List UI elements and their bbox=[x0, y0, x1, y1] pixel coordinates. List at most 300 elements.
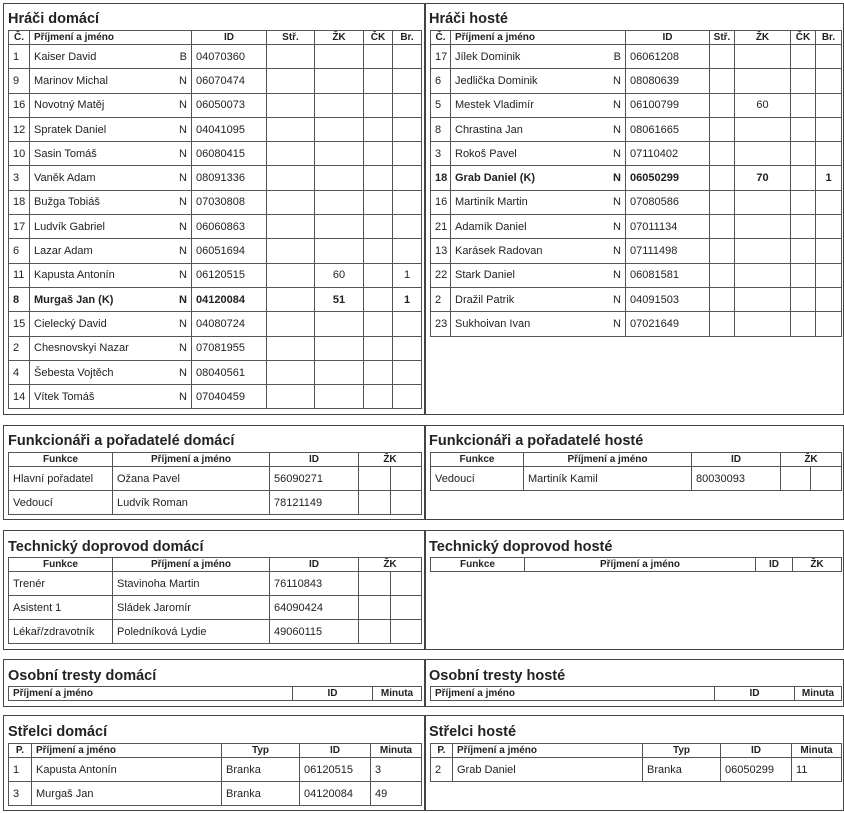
player-name-cell bbox=[30, 239, 192, 263]
player-zk bbox=[735, 190, 791, 214]
player-id: 08061665 bbox=[626, 117, 710, 141]
player-name-cell bbox=[451, 239, 626, 263]
player-br bbox=[393, 142, 422, 166]
player-id: 08091336 bbox=[192, 166, 267, 190]
scorer-id: 04120084 bbox=[300, 782, 371, 806]
player-name: Chrastina Jan bbox=[455, 123, 523, 136]
players-away-table bbox=[430, 30, 842, 337]
player-zk bbox=[735, 45, 791, 69]
zk-extra-cell bbox=[391, 620, 422, 644]
player-number: 13 bbox=[431, 239, 451, 263]
scorer-minute: 11 bbox=[792, 758, 842, 782]
player-id: 06081581 bbox=[626, 263, 710, 287]
player-name-cell bbox=[30, 45, 192, 69]
player-zk bbox=[735, 117, 791, 141]
player-name: Murgaš Jan (K) bbox=[34, 293, 114, 306]
table-row bbox=[9, 166, 422, 190]
player-br bbox=[816, 239, 842, 263]
player-ck bbox=[364, 215, 393, 239]
player-str bbox=[710, 45, 735, 69]
player-id: 06100799 bbox=[626, 93, 710, 117]
table-row bbox=[9, 142, 422, 166]
player-number: 17 bbox=[9, 215, 30, 239]
player-id: 07111498 bbox=[626, 239, 710, 263]
player-id: 04091503 bbox=[626, 287, 710, 311]
table-row bbox=[431, 312, 842, 336]
player-flag: N bbox=[613, 74, 621, 87]
player-br bbox=[393, 360, 422, 384]
col-header-id: ID bbox=[270, 453, 359, 467]
player-ck bbox=[364, 385, 393, 409]
player-ck bbox=[791, 166, 816, 190]
player-flag: N bbox=[179, 317, 187, 330]
player-ck bbox=[364, 69, 393, 93]
table-row bbox=[9, 45, 422, 69]
col-header-zk: ŽK bbox=[315, 31, 364, 45]
player-id: 07030808 bbox=[192, 190, 267, 214]
player-zk bbox=[735, 263, 791, 287]
name-cell: Ludvík Roman bbox=[113, 491, 270, 515]
player-name-cell bbox=[451, 117, 626, 141]
player-br bbox=[816, 312, 842, 336]
officials-away-table bbox=[430, 452, 842, 491]
player-str bbox=[710, 190, 735, 214]
player-br bbox=[393, 312, 422, 336]
player-str bbox=[710, 312, 735, 336]
player-ck bbox=[364, 287, 393, 311]
player-br bbox=[816, 263, 842, 287]
player-number: 11 bbox=[9, 263, 30, 287]
player-name-cell bbox=[451, 263, 626, 287]
penalties-away-title: Osobní tresty hosté bbox=[429, 668, 566, 684]
scorer-id: 06050299 bbox=[721, 758, 792, 782]
col-header-ck: ČK bbox=[791, 31, 816, 45]
player-zk: 60 bbox=[315, 263, 364, 287]
name-cell: Poledníková Lydie bbox=[113, 620, 270, 644]
player-br bbox=[816, 93, 842, 117]
scorer-id: 06120515 bbox=[300, 758, 371, 782]
player-name: Chesnovskyi Nazar bbox=[34, 342, 129, 355]
player-name-cell bbox=[451, 215, 626, 239]
player-ck bbox=[364, 263, 393, 287]
col-header-zk: ŽK bbox=[359, 558, 422, 572]
table-row bbox=[431, 69, 842, 93]
col-header-id: ID bbox=[721, 744, 792, 758]
player-name-cell bbox=[30, 360, 192, 384]
role-cell: Vedoucí bbox=[431, 467, 524, 491]
scorers-away-title: Střelci hosté bbox=[429, 724, 517, 740]
scorer-minute: 3 bbox=[371, 758, 422, 782]
col-header-id: ID bbox=[270, 558, 359, 572]
table-row bbox=[9, 596, 422, 620]
player-number: 9 bbox=[9, 69, 30, 93]
table-row bbox=[431, 287, 842, 311]
player-name: Vaněk Adam bbox=[34, 172, 96, 185]
id-cell: 78121149 bbox=[270, 491, 359, 515]
player-br bbox=[816, 69, 842, 93]
table-row bbox=[9, 491, 422, 515]
player-flag: N bbox=[179, 196, 187, 209]
officials-away-title: Funkcionáři a pořadatelé hosté bbox=[429, 433, 644, 449]
player-zk: 51 bbox=[315, 287, 364, 311]
scorers-home-table bbox=[8, 743, 422, 806]
col-header-zk: ŽK bbox=[735, 31, 791, 45]
col-header-zk: ŽK bbox=[793, 558, 842, 572]
player-number: 1 bbox=[9, 45, 30, 69]
penalties-home-table bbox=[8, 686, 422, 701]
table-row bbox=[9, 758, 422, 782]
player-name-cell bbox=[30, 336, 192, 360]
id-cell: 80030093 bbox=[692, 467, 781, 491]
player-name-cell bbox=[451, 312, 626, 336]
col-header-role: Funkce bbox=[9, 453, 113, 467]
scorers-home-title: Střelci domácí bbox=[8, 724, 108, 740]
player-id: 06050299 bbox=[626, 166, 710, 190]
player-str bbox=[710, 142, 735, 166]
player-id: 04080724 bbox=[192, 312, 267, 336]
table-row bbox=[9, 312, 422, 336]
player-str bbox=[710, 93, 735, 117]
player-flag: N bbox=[179, 245, 187, 258]
player-id: 07080586 bbox=[626, 190, 710, 214]
id-cell: 56090271 bbox=[270, 467, 359, 491]
player-name: Marinov Michal bbox=[34, 74, 108, 87]
scorer-p: 1 bbox=[9, 758, 32, 782]
player-str bbox=[267, 263, 315, 287]
player-str bbox=[267, 287, 315, 311]
player-zk bbox=[735, 215, 791, 239]
col-header-name: Příjmení a jméno bbox=[30, 31, 192, 45]
player-flag: N bbox=[179, 366, 187, 379]
col-header-no: Č. bbox=[431, 31, 451, 45]
table-row bbox=[9, 239, 422, 263]
col-header-minute: Minuta bbox=[795, 687, 842, 701]
col-header-name: Příjmení a jméno bbox=[113, 558, 270, 572]
player-zk bbox=[315, 190, 364, 214]
player-br: 1 bbox=[393, 263, 422, 287]
player-ck bbox=[364, 360, 393, 384]
player-str bbox=[267, 312, 315, 336]
scorer-p: 2 bbox=[431, 758, 453, 782]
col-header-name: Příjmení a jméno bbox=[431, 687, 715, 701]
player-name: Spratek Daniel bbox=[34, 123, 107, 136]
player-number: 3 bbox=[9, 166, 30, 190]
table-row bbox=[431, 467, 842, 491]
table-row bbox=[9, 287, 422, 311]
player-str bbox=[710, 239, 735, 263]
player-br bbox=[816, 215, 842, 239]
player-zk bbox=[315, 45, 364, 69]
player-flag: N bbox=[613, 196, 621, 209]
table-row bbox=[9, 782, 422, 806]
player-number: 16 bbox=[431, 190, 451, 214]
player-name: Kaiser David bbox=[34, 50, 97, 63]
table-row bbox=[431, 45, 842, 69]
player-ck bbox=[791, 142, 816, 166]
player-ck bbox=[364, 190, 393, 214]
player-zk bbox=[315, 385, 364, 409]
player-str bbox=[267, 93, 315, 117]
player-name-cell bbox=[30, 69, 192, 93]
player-flag: N bbox=[179, 220, 187, 233]
player-str bbox=[710, 287, 735, 311]
player-ck bbox=[364, 117, 393, 141]
col-header-id: ID bbox=[626, 31, 710, 45]
tech-away-table bbox=[430, 557, 842, 572]
col-header-p: P. bbox=[431, 744, 453, 758]
player-name: Šebesta Vojtěch bbox=[34, 366, 114, 379]
col-header-id: ID bbox=[756, 558, 793, 572]
player-zk bbox=[315, 312, 364, 336]
player-zk bbox=[315, 93, 364, 117]
player-name-cell bbox=[451, 69, 626, 93]
col-header-type: Typ bbox=[222, 744, 300, 758]
player-br bbox=[393, 215, 422, 239]
tech-home-title: Technický doprovod domácí bbox=[8, 539, 204, 555]
player-zk bbox=[315, 166, 364, 190]
players-home-title: Hráči domácí bbox=[8, 11, 100, 27]
col-header-name: Příjmení a jméno bbox=[451, 31, 626, 45]
scorer-type: Branka bbox=[222, 758, 300, 782]
table-row bbox=[9, 69, 422, 93]
table-row bbox=[431, 190, 842, 214]
player-name: Bužga Tobiáš bbox=[34, 196, 100, 209]
player-zk bbox=[315, 360, 364, 384]
player-id: 07011134 bbox=[626, 215, 710, 239]
col-header-id: ID bbox=[300, 744, 371, 758]
player-id: 04041095 bbox=[192, 117, 267, 141]
player-name-cell bbox=[30, 166, 192, 190]
player-br bbox=[393, 69, 422, 93]
table-row bbox=[9, 620, 422, 644]
table-row bbox=[431, 758, 842, 782]
player-ck bbox=[364, 336, 393, 360]
player-id: 06050073 bbox=[192, 93, 267, 117]
table-row bbox=[9, 190, 422, 214]
col-header-ck: ČK bbox=[364, 31, 393, 45]
player-zk bbox=[315, 336, 364, 360]
col-header-name: Příjmení a jméno bbox=[32, 744, 222, 758]
id-cell: 64090424 bbox=[270, 596, 359, 620]
player-name: Grab Daniel (K) bbox=[455, 172, 536, 185]
player-br bbox=[816, 117, 842, 141]
name-cell: Ožana Pavel bbox=[113, 467, 270, 491]
player-br: 1 bbox=[816, 166, 842, 190]
player-ck bbox=[791, 69, 816, 93]
player-name-cell bbox=[451, 190, 626, 214]
col-header-role: Funkce bbox=[431, 558, 525, 572]
player-name-cell bbox=[30, 117, 192, 141]
player-str bbox=[710, 263, 735, 287]
player-flag: N bbox=[613, 220, 621, 233]
player-number: 6 bbox=[9, 239, 30, 263]
zk-cell bbox=[359, 491, 391, 515]
role-cell: Asistent 1 bbox=[9, 596, 113, 620]
col-header-role: Funkce bbox=[9, 558, 113, 572]
player-str bbox=[710, 166, 735, 190]
name-cell: Sládek Jaromír bbox=[113, 596, 270, 620]
col-header-str: Stř. bbox=[267, 31, 315, 45]
player-str bbox=[267, 215, 315, 239]
players-away-title: Hráči hosté bbox=[429, 11, 508, 27]
player-id: 07021649 bbox=[626, 312, 710, 336]
player-id: 08080639 bbox=[626, 69, 710, 93]
player-str bbox=[267, 360, 315, 384]
col-header-zk: ŽK bbox=[359, 453, 422, 467]
player-zk bbox=[735, 312, 791, 336]
role-cell: Vedoucí bbox=[9, 491, 113, 515]
player-name-cell bbox=[30, 385, 192, 409]
player-number: 2 bbox=[431, 287, 451, 311]
player-zk bbox=[735, 69, 791, 93]
player-ck bbox=[791, 93, 816, 117]
col-header-type: Typ bbox=[643, 744, 721, 758]
tech-away-title: Technický doprovod hosté bbox=[429, 539, 613, 555]
zk-cell bbox=[359, 572, 391, 596]
player-flag: N bbox=[613, 317, 621, 330]
player-number: 17 bbox=[431, 45, 451, 69]
player-name: Sukhoivan Ivan bbox=[455, 317, 531, 330]
tech-home-table bbox=[8, 557, 422, 644]
player-zk bbox=[315, 117, 364, 141]
player-number: 3 bbox=[431, 142, 451, 166]
player-number: 23 bbox=[431, 312, 451, 336]
col-header-minute: Minuta bbox=[373, 687, 422, 701]
player-ck bbox=[791, 45, 816, 69]
player-ck bbox=[364, 239, 393, 263]
scorer-minute: 49 bbox=[371, 782, 422, 806]
player-ck bbox=[364, 93, 393, 117]
player-str bbox=[267, 239, 315, 263]
player-name-cell bbox=[30, 190, 192, 214]
zk-cell bbox=[781, 467, 811, 491]
player-number: 14 bbox=[9, 385, 30, 409]
player-str bbox=[267, 166, 315, 190]
zk-extra-cell bbox=[811, 467, 842, 491]
player-str bbox=[267, 190, 315, 214]
penalties-home-title: Osobní tresty domácí bbox=[8, 668, 157, 684]
player-zk: 60 bbox=[735, 93, 791, 117]
player-name-cell bbox=[30, 215, 192, 239]
player-name-cell bbox=[30, 142, 192, 166]
player-number: 4 bbox=[9, 360, 30, 384]
role-cell: Hlavní pořadatel bbox=[9, 467, 113, 491]
player-name: Jílek Dominik bbox=[455, 50, 521, 63]
table-row bbox=[9, 572, 422, 596]
col-header-name: Příjmení a jméno bbox=[9, 687, 293, 701]
player-flag: B bbox=[613, 50, 621, 63]
player-number: 16 bbox=[9, 93, 30, 117]
player-id: 06060863 bbox=[192, 215, 267, 239]
player-name: Adamík Daniel bbox=[455, 220, 527, 233]
col-header-id: ID bbox=[192, 31, 267, 45]
table-row bbox=[9, 215, 422, 239]
player-flag: N bbox=[613, 269, 621, 282]
col-header-str: Stř. bbox=[710, 31, 735, 45]
zk-cell bbox=[359, 596, 391, 620]
table-row bbox=[9, 117, 422, 141]
col-header-id: ID bbox=[293, 687, 373, 701]
player-str bbox=[710, 215, 735, 239]
player-name-cell bbox=[30, 263, 192, 287]
player-name: Rokoš Pavel bbox=[455, 147, 517, 160]
player-flag: N bbox=[613, 245, 621, 258]
player-zk bbox=[735, 287, 791, 311]
scorer-p: 3 bbox=[9, 782, 32, 806]
player-number: 22 bbox=[431, 263, 451, 287]
player-number: 18 bbox=[9, 190, 30, 214]
player-ck bbox=[791, 117, 816, 141]
penalties-away-table bbox=[430, 686, 842, 701]
table-row bbox=[9, 467, 422, 491]
player-id: 06080415 bbox=[192, 142, 267, 166]
name-cell: Martiník Kamil bbox=[524, 467, 692, 491]
player-name: Dražil Patrik bbox=[455, 293, 515, 306]
col-header-id: ID bbox=[692, 453, 781, 467]
player-name-cell bbox=[30, 93, 192, 117]
player-number: 15 bbox=[9, 312, 30, 336]
player-id: 06120515 bbox=[192, 263, 267, 287]
player-br bbox=[816, 45, 842, 69]
player-br bbox=[816, 142, 842, 166]
table-row bbox=[9, 385, 422, 409]
player-br bbox=[816, 190, 842, 214]
player-zk bbox=[315, 239, 364, 263]
player-br bbox=[393, 45, 422, 69]
id-cell: 76110843 bbox=[270, 572, 359, 596]
player-flag: B bbox=[179, 50, 187, 63]
player-br bbox=[393, 166, 422, 190]
player-ck bbox=[791, 190, 816, 214]
scorer-name: Grab Daniel bbox=[453, 758, 643, 782]
zk-extra-cell bbox=[391, 572, 422, 596]
player-str bbox=[267, 336, 315, 360]
player-br bbox=[393, 117, 422, 141]
player-name: Sasin Tomáš bbox=[34, 147, 97, 160]
player-name: Mestek Vladimír bbox=[455, 99, 534, 112]
player-flag: N bbox=[179, 172, 187, 185]
player-id: 06061208 bbox=[626, 45, 710, 69]
player-name: Lazar Adam bbox=[34, 245, 93, 258]
role-cell: Lékař/zdravotník bbox=[9, 620, 113, 644]
player-ck bbox=[364, 166, 393, 190]
player-flag: N bbox=[179, 342, 187, 355]
player-flag: N bbox=[613, 147, 621, 160]
player-flag: N bbox=[179, 293, 187, 306]
table-row bbox=[431, 117, 842, 141]
players-home-table bbox=[8, 30, 422, 409]
col-header-minute: Minuta bbox=[792, 744, 842, 758]
player-id: 04070360 bbox=[192, 45, 267, 69]
col-header-name: Příjmení a jméno bbox=[525, 558, 756, 572]
player-name-cell bbox=[451, 93, 626, 117]
player-flag: N bbox=[179, 147, 187, 160]
player-zk bbox=[315, 215, 364, 239]
player-flag: N bbox=[179, 99, 187, 112]
col-header-minute: Minuta bbox=[371, 744, 422, 758]
col-header-br: Br. bbox=[393, 31, 422, 45]
col-header-zk: ŽK bbox=[781, 453, 842, 467]
player-zk bbox=[315, 142, 364, 166]
col-header-no: Č. bbox=[9, 31, 30, 45]
player-zk bbox=[735, 142, 791, 166]
player-ck bbox=[364, 45, 393, 69]
player-ck bbox=[791, 263, 816, 287]
player-br bbox=[393, 190, 422, 214]
player-number: 5 bbox=[431, 93, 451, 117]
player-br bbox=[816, 287, 842, 311]
player-zk bbox=[315, 69, 364, 93]
